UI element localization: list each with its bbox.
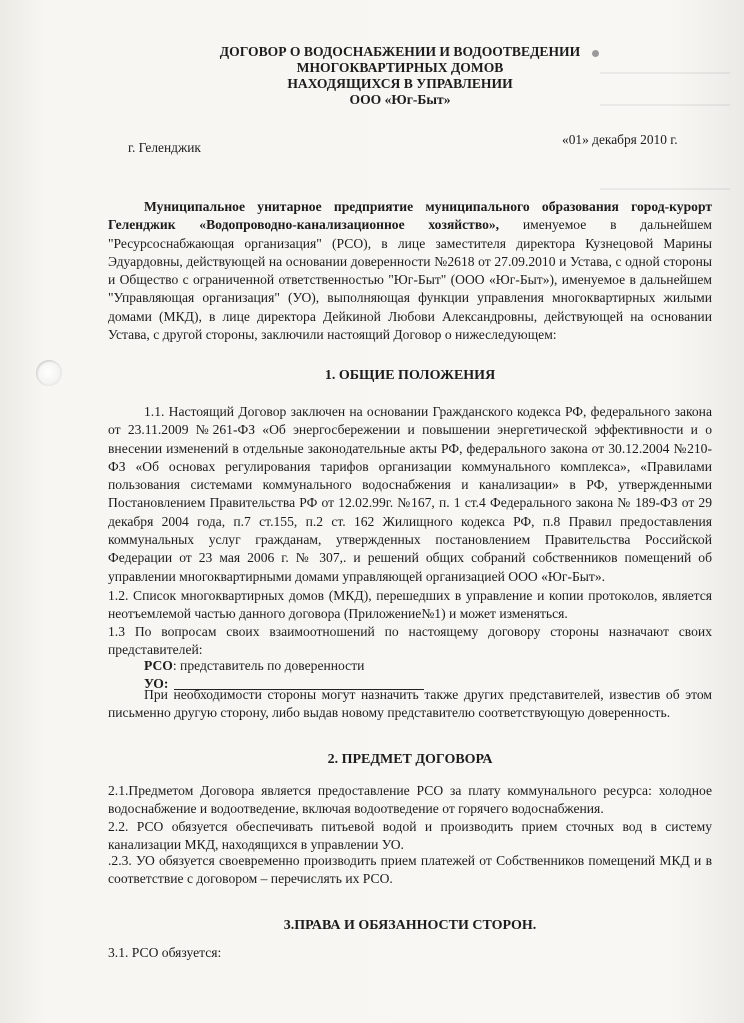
section-3-heading: 3.ПРАВА И ОБЯЗАННОСТИ СТОРОН. (283, 918, 537, 933)
clause-1-1: 1.1. Настоящий Договор заключен на основании Гражданского кодекса РФ, федерального закона от 23.11.2009 №261-ФЗ «Об энергосбережении и повышении энергетической эффективности и о внесении изменений в отдельные законодательные акты РФ, федерального закона от 30.12.2004 №210-ФЗ «Об основах регулирования тарифов организации коммунального комплекса», «Правилами пользования системами коммунального водоснабжения и канализации» в РФ, утвержденными Постановлением Правительства РФ от 12.02.99г. №167, п. 1 ст.4 Федерального закона № 189-ФЗ от 29 декабря 2004 года, п.7 ст.155, п.2 ст. 162 Жилищного кодекса РФ, п.8 Правил предоставления коммунальных услуг гражданам, утвержденных постановлением Правительства Российской Федерации от 23 мая 2006 г. № 307,. и решений общих собраний собственников помещений об управлении многоквартирными домами управляющей организацией ООО «Юг-Быт». (108, 404, 712, 584)
title-line-3: НАХОДЯЩИХСЯ В УПРАВЛЕНИИ (287, 76, 513, 91)
rso-representative (144, 657, 704, 675)
clause-2-1: 2.1.Предметом Договора является предоставление РСО за плату коммунального ресурса: холодное водоснабжение и водоотведение, включая водоотведение от горячего водоснабжения. (108, 783, 712, 817)
bleed-through-shadow (600, 188, 730, 190)
section-1-heading: 1. ОБЩИЕ ПОЛОЖЕНИЯ (324, 368, 496, 383)
rso-label: РСО (144, 658, 173, 673)
title-line-4: ООО «Юг-Быт» (349, 92, 451, 107)
preamble (108, 198, 712, 344)
clause-2-2: 2.2. РСО обязуется обеспечивать питьевой водой и производить прием сточных вод в систему канализации МКД, находящихся в управлении УО. (108, 819, 712, 853)
title-line-2: МНОГОКВАРТИРНЫХ ДОМОВ (296, 60, 504, 75)
section-2-heading: 2. ПРЕДМЕТ ДОГОВОРА (327, 752, 493, 767)
preamble-text: именуемое в дальнейшем "Ресурсоснабжающая организация" (РСО), в лице заместителя директора Кузнецовой Марины Эдуардовны, действующей на основании доверенности №2618 от 27.09.2010 и Устава, с одной стороны и Общество с ограниченной ответственностью "Юг-Быт" (ООО «Юг-Быт»), именуемое в дальнейшем "Управляющая организация" (УО), выполняющая функции управления многоквартирных жилыми домами (МКД), в лице директора Дейкиной Любови Александровны, действующей на основании Устава, с другой стороны, заключили настоящий Договор о нижеследующем: (108, 217, 712, 343)
clause-2-3: .2.3. УО обязуется своевременно производить прием платежей от Собственников помещений МКД и в соответствие с договором – перечислять их РСО. (108, 853, 712, 887)
punch-hole (36, 360, 62, 386)
clause-3-1: 3.1. РСО обязуется: (108, 945, 222, 960)
contract-date: «01» декабря 2010 г. (562, 132, 678, 147)
party-rso-name: Муниципальное унитарное предприятие муниципального образования город-курорт Геленджик «Водопроводно-канализационное хозяйство», (108, 199, 712, 233)
clause-1-3: 1.3 По вопросам своих взаимоотношений по настоящему договору стороны назначают своих представителей: (108, 624, 712, 658)
rso-representative-text: : представитель по доверенности (172, 658, 365, 673)
clause-1-2: 1.2. Список многоквартирных домов (МКД), перешедших в управление и копии протоколов, является неотъемлемой частью данного договора (Приложение№1) и может изменяться. (108, 588, 712, 622)
uo-label: УО: (144, 676, 169, 691)
title-line-1: ДОГОВОР О ВОДОСНАБЖЕНИИ И ВОДООТВЕДЕНИИ (219, 44, 581, 59)
city: г. Геленджик (128, 140, 201, 155)
document-title (160, 44, 640, 108)
clause-1-3-tail: При необходимости стороны могут назначить также других представителей, известив об этом письменно другую сторону, либо выдав новому представителю соответствующую доверенность. (108, 687, 712, 721)
